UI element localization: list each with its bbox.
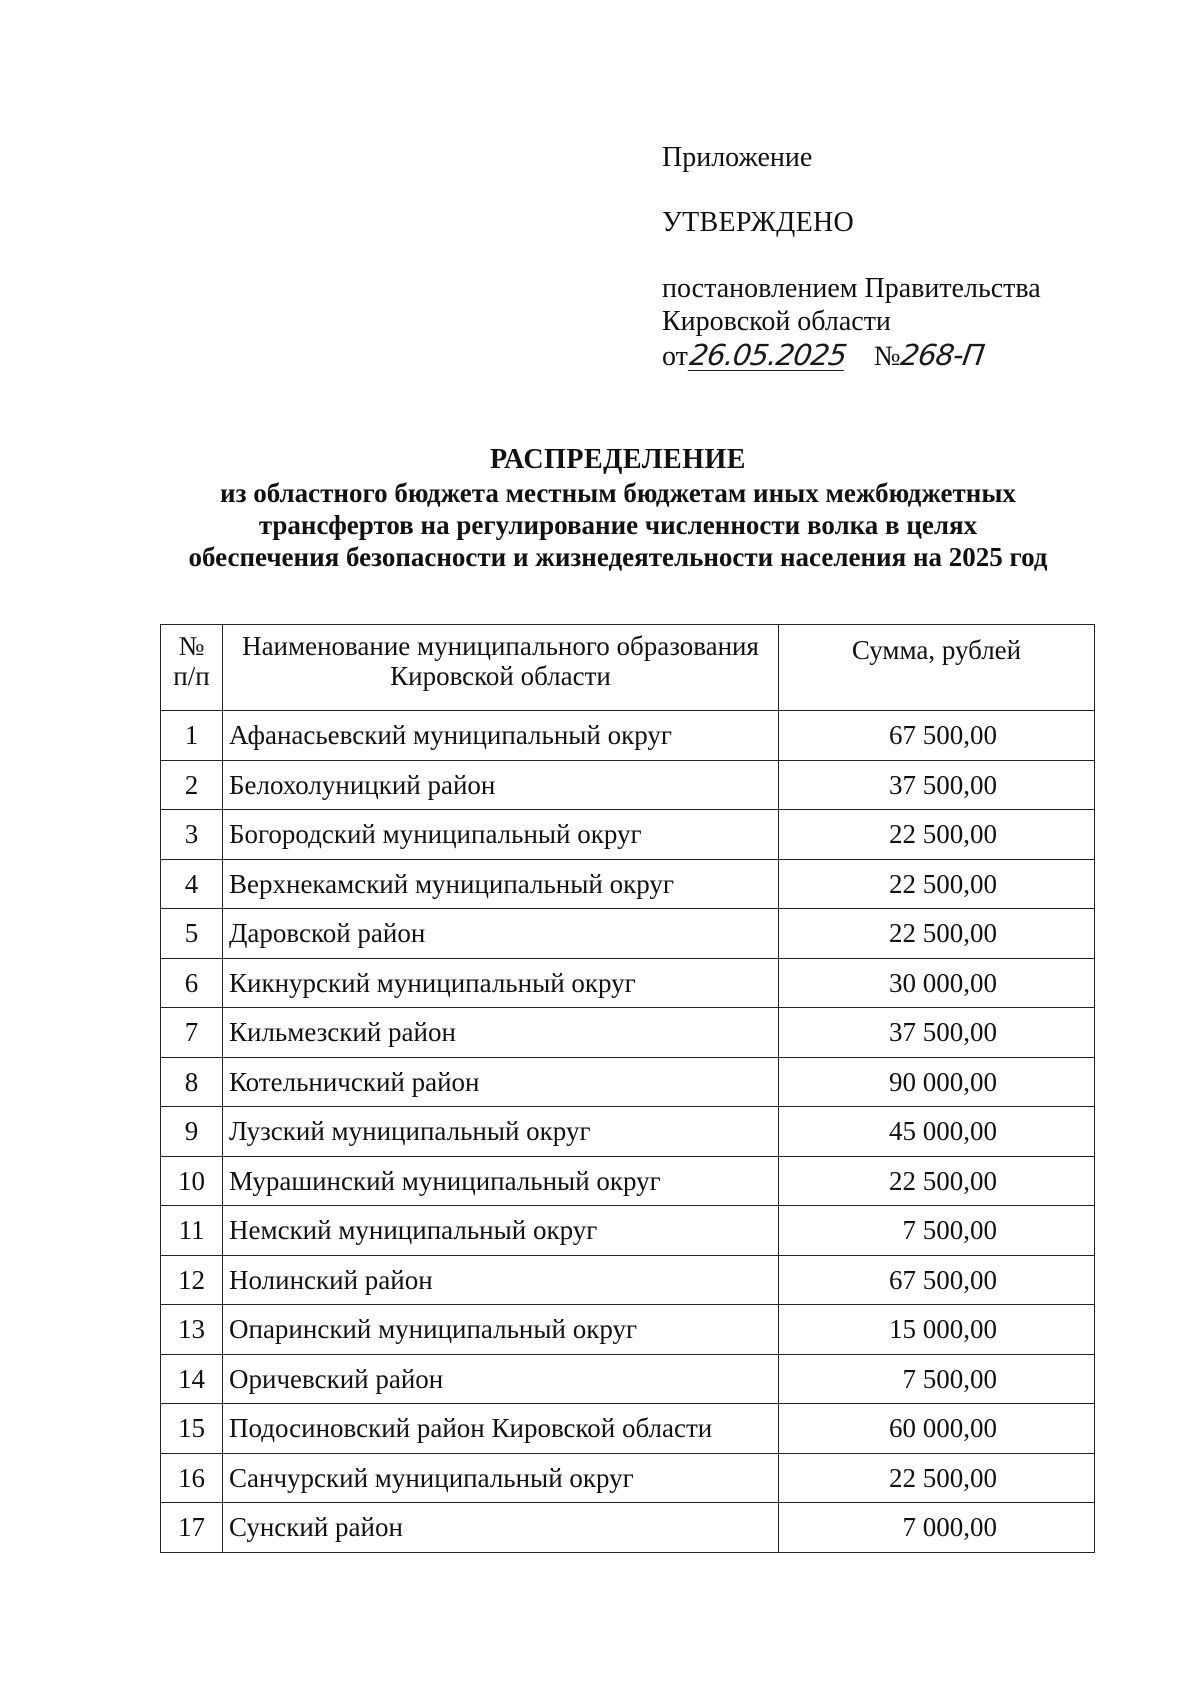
- row-sum: 7 500,00: [779, 1206, 1095, 1256]
- title-line-1: из областного бюджета местным бюджетам иных межбюджетных: [220, 478, 1016, 508]
- row-number: 10: [161, 1156, 223, 1206]
- municipality-name: Кильмезский район: [223, 1008, 779, 1058]
- row-number: 16: [161, 1453, 223, 1503]
- table-row: [161, 1354, 1095, 1404]
- table-row: [161, 1008, 1095, 1058]
- municipality-name: Сунский район: [223, 1503, 779, 1553]
- row-number: 13: [161, 1305, 223, 1355]
- column-header-name-line-1: Наименование муниципального образования: [242, 631, 759, 661]
- handwritten-date: 26.05.2025: [687, 338, 849, 372]
- table-row: [161, 1206, 1095, 1256]
- row-sum: 7 500,00: [779, 1354, 1095, 1404]
- table-row: [161, 1107, 1095, 1157]
- column-header-name: [223, 625, 779, 711]
- municipality-name: Афанасьевский муниципальный округ: [223, 711, 779, 761]
- resolution-date-number: [662, 338, 986, 373]
- municipality-name: Котельничский район: [223, 1057, 779, 1107]
- row-number: 2: [161, 760, 223, 810]
- row-sum: 90 000,00: [779, 1057, 1095, 1107]
- row-number: 9: [161, 1107, 223, 1157]
- row-sum: 45 000,00: [779, 1107, 1095, 1157]
- column-header-number: [161, 625, 223, 711]
- title-line-2: трансфертов на регулирование численности волка в целях: [258, 510, 978, 540]
- row-number: 14: [161, 1354, 223, 1404]
- table-row: [161, 711, 1095, 761]
- row-sum: 7 000,00: [779, 1503, 1095, 1553]
- table-row: [161, 810, 1095, 860]
- row-sum: 22 500,00: [779, 1156, 1095, 1206]
- municipality-name: Богородский муниципальный округ: [223, 810, 779, 860]
- municipality-name: Верхнекамский муниципальный округ: [223, 859, 779, 909]
- row-number: 17: [161, 1503, 223, 1553]
- row-sum: 37 500,00: [779, 760, 1095, 810]
- municipality-name: Кикнурский муниципальный округ: [223, 958, 779, 1008]
- row-sum: 60 000,00: [779, 1404, 1095, 1454]
- row-number: 6: [161, 958, 223, 1008]
- table-row: [161, 1057, 1095, 1107]
- municipality-name: Мурашинский муниципальный округ: [223, 1156, 779, 1206]
- row-number: 4: [161, 859, 223, 909]
- table-row: [161, 859, 1095, 909]
- resolution-block: [662, 272, 1041, 338]
- handwritten-number: 268-П: [898, 338, 986, 372]
- municipality-name: Санчурский муниципальный округ: [223, 1453, 779, 1503]
- row-number: 12: [161, 1255, 223, 1305]
- column-header-sum: Сумма, рублей: [779, 625, 1095, 711]
- title-main: РАСПРЕДЕЛЕНИЕ: [490, 444, 746, 475]
- row-sum: 37 500,00: [779, 1008, 1095, 1058]
- row-sum: 22 500,00: [779, 1453, 1095, 1503]
- row-number: 15: [161, 1404, 223, 1454]
- number-sign: №: [873, 341, 901, 372]
- column-header-name-line-2: Кировской области: [390, 661, 611, 691]
- appendix-label: Приложение: [662, 142, 813, 173]
- table-row: [161, 1503, 1095, 1553]
- municipality-name: Лузский муниципальный округ: [223, 1107, 779, 1157]
- table-row: [161, 1305, 1095, 1355]
- table-row: [161, 1404, 1095, 1454]
- municipality-name: Подосиновский район Кировской области: [223, 1404, 779, 1454]
- row-number: 3: [161, 810, 223, 860]
- row-number: 5: [161, 909, 223, 959]
- row-sum: 22 500,00: [779, 909, 1095, 959]
- table-row: [161, 1156, 1095, 1206]
- table-row: [161, 958, 1095, 1008]
- row-sum: 67 500,00: [779, 711, 1095, 761]
- row-sum: 22 500,00: [779, 810, 1095, 860]
- column-header-number-line-2: п/п: [173, 661, 210, 691]
- municipality-name: Оричевский район: [223, 1354, 779, 1404]
- row-sum: 67 500,00: [779, 1255, 1095, 1305]
- resolution-line-2: Кировской области: [662, 306, 891, 337]
- row-number: 8: [161, 1057, 223, 1107]
- table-row: [161, 1453, 1095, 1503]
- distribution-table: [160, 624, 1095, 1553]
- document-title: [100, 444, 1136, 573]
- municipality-name: Нолинский район: [223, 1255, 779, 1305]
- approved-label: УТВЕРЖДЕНО: [662, 207, 855, 238]
- row-number: 1: [161, 711, 223, 761]
- column-header-number-line-1: №: [178, 631, 205, 661]
- title-line-3: обеспечения безопасности и жизнедеятельности населения на 2025 год: [188, 542, 1048, 572]
- municipality-name: Даровской район: [223, 909, 779, 959]
- table-row: [161, 1255, 1095, 1305]
- resolution-line-1: постановлением Правительства: [662, 273, 1041, 304]
- row-sum: 22 500,00: [779, 859, 1095, 909]
- municipality-name: Немский муниципальный округ: [223, 1206, 779, 1256]
- row-number: 11: [161, 1206, 223, 1256]
- table-body: [161, 711, 1095, 1553]
- table-header-row: [161, 625, 1095, 711]
- date-prefix: от: [662, 341, 688, 372]
- row-number: 7: [161, 1008, 223, 1058]
- row-sum: 15 000,00: [779, 1305, 1095, 1355]
- row-sum: 30 000,00: [779, 958, 1095, 1008]
- table-row: [161, 909, 1095, 959]
- table-row: [161, 760, 1095, 810]
- municipality-name: Опаринский муниципальный округ: [223, 1305, 779, 1355]
- municipality-name: Белохолуницкий район: [223, 760, 779, 810]
